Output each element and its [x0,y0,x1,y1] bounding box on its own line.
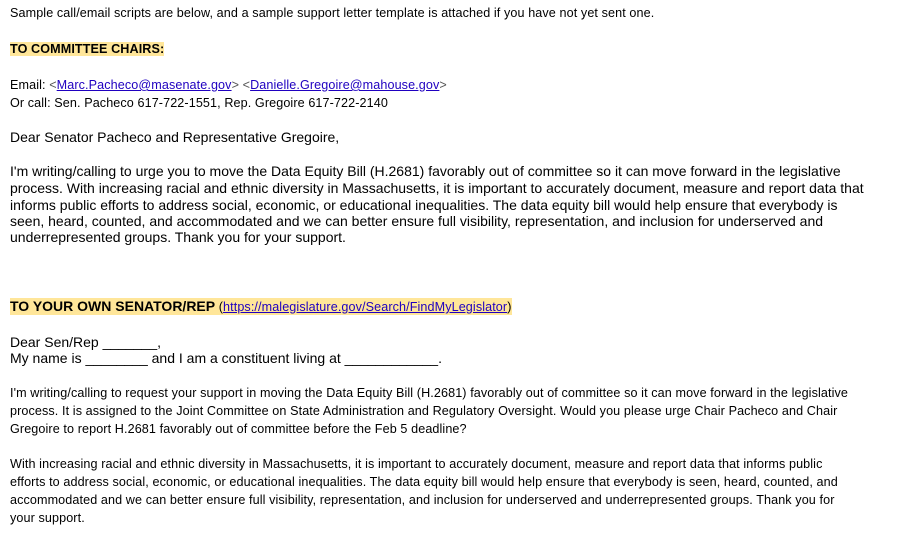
name-line: My name is ________ and I am a constituent living at ____________. [10,350,442,366]
own-para2-line: With increasing racial and ethnic diversity in Massachusetts, it is important to accurately document, measure and report data that informs public [10,457,823,471]
own-heading-highlight [10,298,512,315]
paren-close: ) [507,300,512,314]
own-para2-line: your support. [10,511,85,525]
chairs-heading-text: TO COMMITTEE CHAIRS: [10,42,165,56]
own-para2-line: accommodated and we can better ensure full visibility, representation, and inclusion for underserved and underrepresented groups. Thank you for [10,493,835,507]
chairs-body-line: informs public efforts to address social, economic, or educational inequalities. The data equity bill would help ensure that everybody is [10,197,838,213]
own-heading [10,298,512,316]
paren-open: ( [215,300,224,314]
angle-close: > [231,78,240,92]
own-para1-line: Gregoire to report H.2681 favorably out of committee before the Feb 5 deadline? [10,422,467,436]
chairs-heading [10,42,164,56]
own-greeting: Dear Sen/Rep _______, [10,334,161,350]
email-link-gregoire[interactable]: Danielle.Gregoire@mahouse.gov [250,78,440,92]
own-para1-line: I'm writing/calling to request your support in moving the Data Equity Bill (H.2681) favorably out of committee so it can move forward in the legislative [10,386,848,400]
intro-text: Sample call/email scripts are below, and a sample support letter template is attached if you have not yet sent one. [10,6,655,20]
email-line [10,78,447,92]
email-link-pacheco[interactable]: Marc.Pacheco@masenate.gov [56,78,232,92]
own-para1-line: process. It is assigned to the Joint Committee on State Administration and Regulatory Oversight. Would you please urge Chair Pacheco and Chair [10,404,838,418]
chairs-body-line: I'm writing/calling to urge you to move the Data Equity Bill (H.2681) favorably out of committee so it can move forward in the legislative [10,163,841,179]
chairs-body-line: process. With increasing racial and ethnic diversity in Massachusetts, it is important to accurately document, measure and report data that [10,180,864,196]
own-heading-text: TO YOUR OWN SENATOR/REP [10,298,216,314]
find-legislator-link[interactable]: https://malegislature.gov/Search/FindMyLegislator [223,300,508,314]
angle-open: < [239,78,251,92]
call-line: Or call: Sen. Pacheco 617-722-1551, Rep. Gregoire 617-722-2140 [10,96,388,110]
chairs-body-line: seen, heard, counted, and accommodated and we can better ensure full visibility, representation, and inclusion for underserved and [10,213,824,229]
angle-close: > [439,78,447,92]
chairs-body-line: underrepresented groups. Thank you for your support. [10,229,346,245]
own-para2-line: efforts to address social, economic, or educational inequalities. The data equity bill would help ensure that everybody is seen, heard, counted, and [10,475,838,489]
email-label: Email: [10,78,50,92]
chairs-greeting: Dear Senator Pacheco and Representative Gregoire, [10,129,340,145]
angle-open: < [49,78,57,92]
